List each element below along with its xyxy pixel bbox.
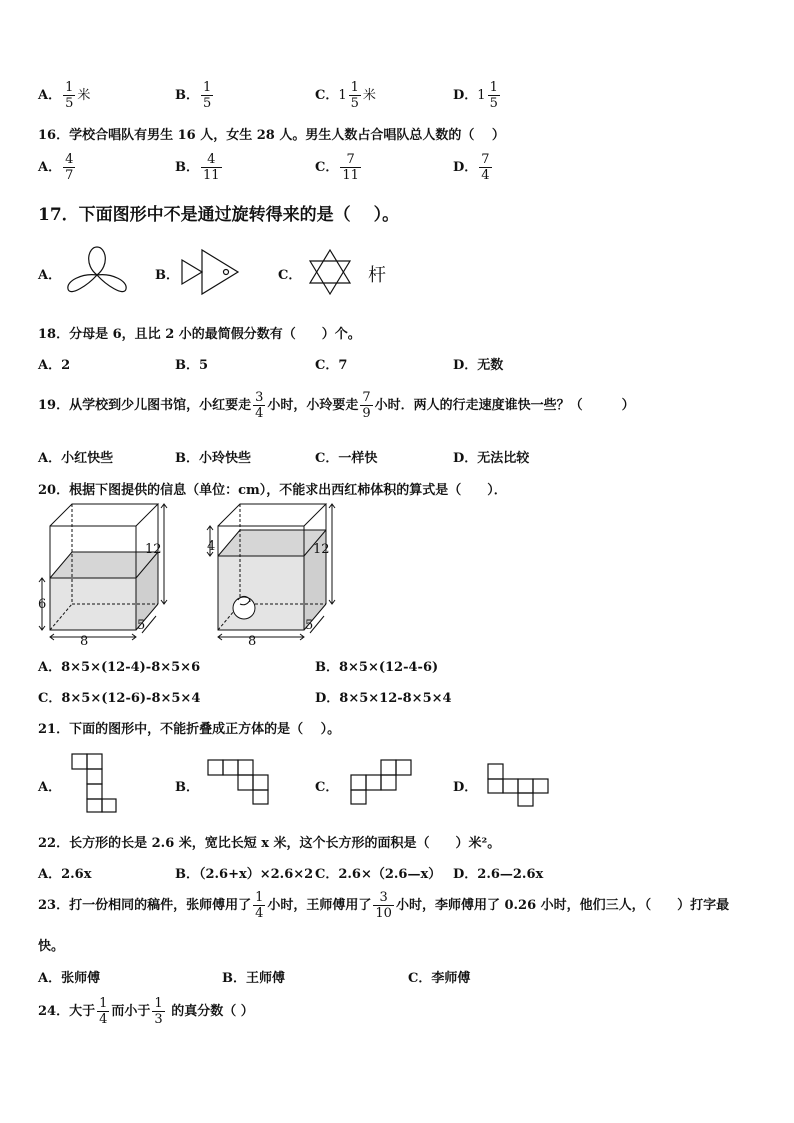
fig1-water-label: 6	[38, 597, 47, 612]
q23-option-c[interactable]: C．李师傅	[408, 971, 471, 986]
fig1-depth-label: 5	[137, 618, 146, 633]
fig2-depth-label: 5	[305, 618, 314, 633]
fraction: $\frac{1}{5}$	[489, 80, 498, 111]
q18-question: 18．分母是 6，且比 2 小的最简假分数有（ ）个。	[38, 327, 361, 342]
q22-option-a[interactable]: A．2.6x	[38, 867, 92, 882]
fraction: $\frac{3}{4}$	[255, 390, 264, 421]
container-figure-1	[36, 500, 166, 648]
fraction: $\frac{1}{4}$	[99, 996, 108, 1027]
q20-option-a[interactable]: A．8×5×(12-4)-8×5×6	[38, 660, 201, 675]
fraction: $\frac{3}{10}$	[375, 890, 392, 921]
q23-question-line2: 快。	[38, 939, 65, 954]
q17-option-b-label[interactable]: B．	[155, 268, 179, 283]
star-of-david-figure	[306, 248, 354, 296]
q16-option-c[interactable]: C． $\frac{7}{11}$	[315, 152, 359, 183]
q20-option-b[interactable]: B．8×5×(12-4-6)	[315, 660, 439, 675]
q16-option-d[interactable]: D． $\frac{7}{4}$	[453, 152, 490, 183]
q15-option-b[interactable]: B． $\frac{1}{5}$	[175, 80, 212, 111]
q20-option-d[interactable]: D．8×5×12-8×5×4	[315, 691, 452, 706]
q18-option-b[interactable]: B．5	[175, 358, 209, 373]
q18-option-a[interactable]: A．2	[38, 358, 71, 373]
fraction: $\frac{1}{5}$	[65, 80, 74, 111]
fraction: $\frac{1}{5}$	[203, 80, 212, 111]
cube-net-a	[70, 752, 118, 814]
fig2-rise-label: 4	[207, 539, 216, 554]
fraction: $\frac{1}{3}$	[154, 996, 163, 1027]
q19-question: 19．从学校到少儿图书馆，小红要走 $\frac{3}{4}$ 小时，小玲要走 $\frac{7}{9}$ 小时．两人的行走速度谁快一些？（ ）	[38, 390, 635, 421]
q21-option-a-label[interactable]: A．	[38, 780, 62, 795]
q24-question: 24．大于 $\frac{1}{4}$ 而小于 $\frac{1}{3}$ 的真分数（ ）	[38, 996, 254, 1027]
q18-option-d[interactable]: D．无数	[453, 358, 504, 373]
q19-option-d[interactable]: D．无法比较	[453, 451, 530, 466]
q22-option-c[interactable]: C．2.6×（2.6—x）	[315, 867, 442, 882]
q20-option-c[interactable]: C．8×5×(12-6)-8×5×4	[38, 691, 201, 706]
fraction: $\frac{7}{11}$	[342, 152, 359, 183]
q18-option-c[interactable]: C．7	[315, 358, 348, 373]
q23-option-b[interactable]: B．王师傅	[222, 971, 285, 986]
q17-option-a-label[interactable]: A．	[38, 268, 62, 283]
q15-option-d[interactable]: D．1 $\frac{1}{5}$	[453, 80, 498, 111]
q19-option-c[interactable]: C．一样快	[315, 451, 378, 466]
fraction: $\frac{1}{5}$	[350, 80, 359, 111]
q17-option-c-label[interactable]: C．	[278, 268, 302, 283]
q22-option-d[interactable]: D．2.6—2.6x	[453, 867, 544, 882]
three-petal-figure	[66, 245, 128, 301]
fig2-height-label: 12	[313, 542, 330, 557]
cube-net-c	[349, 758, 413, 806]
cube-net-b	[206, 758, 270, 806]
q20-question: 20．根据下图提供的信息（单位：cm），不能求出西红柿体积的算式是（ ）．	[38, 483, 507, 498]
q16-question: 16．学校合唱队有男生 16 人，女生 28 人。男生人数占合唱队总人数的（ ）	[38, 128, 505, 143]
q21-question: 21．下面的图形中，不能折叠成正方体的是（ ）。	[38, 722, 341, 737]
q21-option-d-label[interactable]: D．	[453, 780, 478, 795]
fraction: $\frac{7}{4}$	[481, 152, 490, 183]
q19-option-a[interactable]: A．小红快些	[38, 451, 114, 466]
q22-question: 22．长方形的长是 2.6 米，宽比长短 x 米，这个长方形的面积是（ ）米²。	[38, 836, 501, 851]
fig2-width-label: 8	[248, 634, 257, 649]
q15-option-a[interactable]: A． $\frac{1}{5}$ 米	[38, 80, 91, 111]
q22-option-b[interactable]: B．（2.6+x）×2.6×2	[175, 867, 314, 882]
fraction: $\frac{4}{11}$	[203, 152, 220, 183]
fig1-width-label: 8	[80, 634, 89, 649]
fraction: $\frac{1}{4}$	[255, 890, 264, 921]
q16-option-a[interactable]: A． $\frac{4}{7}$	[38, 152, 74, 183]
q17-extra-character: 杆	[368, 265, 386, 286]
q17-question: 17．下面图形中不是通过旋转得来的是（ ）。	[38, 205, 400, 225]
q21-option-b-label[interactable]: B．	[175, 780, 199, 795]
q23-option-a[interactable]: A．张师傅	[38, 971, 101, 986]
q19-option-b[interactable]: B．小玲快些	[175, 451, 251, 466]
fraction: $\frac{7}{9}$	[362, 390, 371, 421]
fig1-height-label: 12	[145, 542, 162, 557]
q23-question: 23．打一份相同的稿件，张师傅用了 $\frac{1}{4}$ 小时，王师傅用了 $\frac{3}{10}$ 小时，李师傅用了 0.26 小时，他们三人，（ ）打字最	[38, 890, 730, 921]
q21-option-c-label[interactable]: C．	[315, 780, 339, 795]
q15-option-c[interactable]: C．1 $\frac{1}{5}$ 米	[315, 80, 376, 111]
cube-net-d	[486, 762, 550, 808]
fraction: $\frac{4}{7}$	[65, 152, 74, 183]
q16-option-b[interactable]: B． $\frac{4}{11}$	[175, 152, 220, 183]
container-figure-2	[204, 500, 334, 648]
fish-figure	[182, 248, 242, 296]
